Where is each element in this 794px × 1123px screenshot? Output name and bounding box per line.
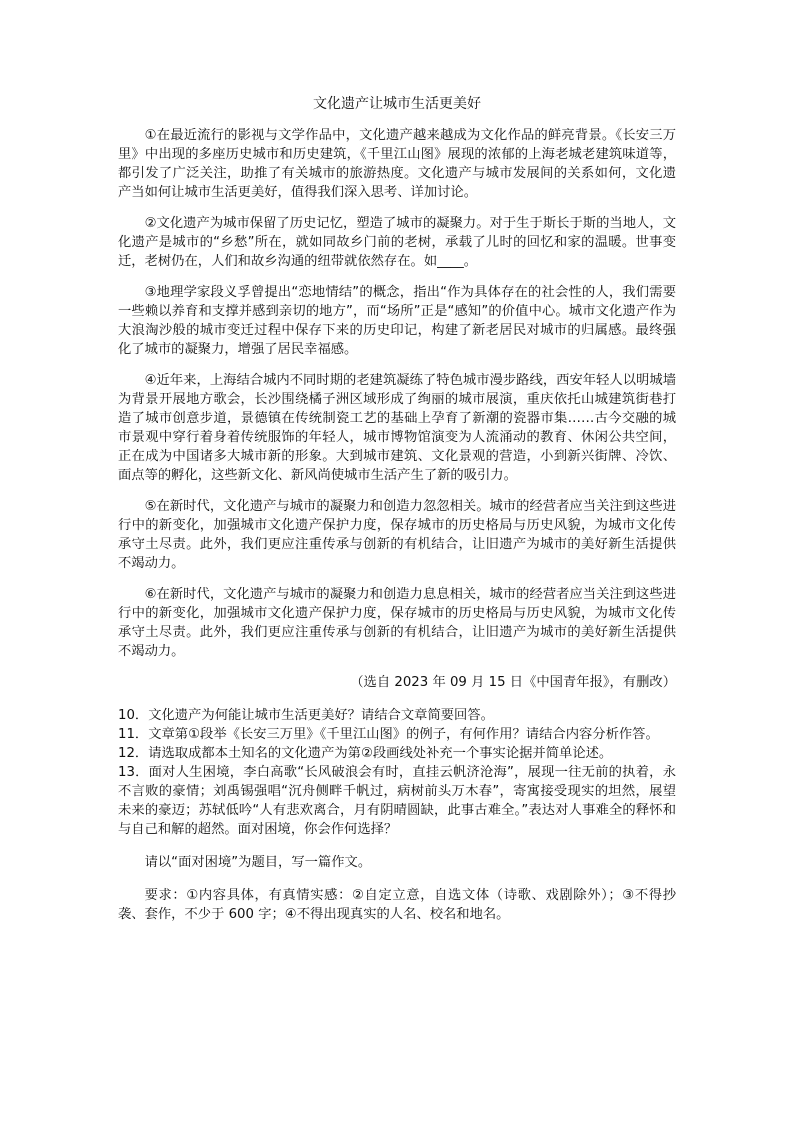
paragraph-4: ④近年来，上海结合城内不同时期的老建筑凝练了特色城市漫步路线，西安年轻人以明城墙为背景开展地方歌会，长沙围绕橘子洲区域形成了绚丽的城市展演，重庆依托山城建筑街巷打造了城市创意步道，景德镇在传统制瓷工艺的基础上孕育了新潮的瓷器市集……古今交融的城市景观中穿行着身着传统服饰的年轻人，城市博物馆演变为人流涌动的教育、休闲公共空间，正在成为中国诸多大城市新的形象。大到城市建筑、文化景观的营造，小到新兴街牌、冷饮、面点等的孵化，这些新文化、新风尚使城市生活产生了新的吸引力。	[118, 373, 676, 483]
paragraph-1: ①在最近流行的影视与文学作品中，文化遗产越来越成为文化作品的鲜亮背景。《长安三万里》中出现的多座历史城市和历史建筑，《千里江山图》展现的浓郁的上海老城老建筑味道等，都引发了广泛关注，助推了有关城市的旅游热度。文化遗产与城市发展间的关系如何，文化遗产当如何让城市生活更美好，值得我们深入思考、详加讨论。	[118, 128, 676, 200]
document-page	[118, 94, 676, 924]
paragraph-3: ③地理学家段义孚曾提出“恋地情结”的概念，指出“作为具体存在的社会性的人，我们需要一些赖以养育和支撑并感到亲切的地方”，而“场所”正是“感知”的价值中心。城市文化遗产作为大浪淘沙般的城市变迁过程中保存下来的历史印记，构建了新老居民对城市的归属感。最终强化了城市的凝聚力，增强了居民幸福感。	[118, 285, 676, 357]
question-10: 10．文化遗产为何能让城市生活更美好？请结合文章简要回答。	[118, 708, 494, 723]
source-citation: （选自 2023 年 09 月 15 日《中国青年报》，有删改）	[350, 675, 676, 690]
question-12: 12．请选取成都本土知名的文化遗产为第②段画线处补充一个事实论据并简单论述。	[118, 746, 613, 761]
paragraph-2: ②文化遗产为城市保留了历史记忆，塑造了城市的凝聚力。对于生于斯长于斯的当地人，文化遗产是城市的“乡愁”所在，就如同故乡门前的老树，承载了儿时的回忆和家的温暖。世事变迁，老树仍在，人们和故乡沟通的纽带就依然存在。如____。	[118, 216, 676, 269]
question-11: 11．文章第①段举《长安三万里》《千里江山图》的例子，有何作用？请结合内容分析作答。	[118, 727, 659, 742]
article-title: 文化遗产让城市生活更美好	[313, 96, 481, 112]
paragraph-5: ⑤在新时代，文化遗产与城市的凝聚力和创造力忽忽相关。城市的经营者应当关注到这些进行中的新变化，加强城市文化遗产保护力度，保存城市的历史格局与历史风貌，为城市文化传承守土尽责。此外，我们更应注重传承与创新的有机结合，让旧遗产为城市的美好新生活提供不竭动力。	[118, 499, 676, 571]
essay-requirements: 要求：①内容具体，有真情实感：②自定立意，自选文体（诗歌、戏剧除外）；③不得抄袭、套作，不少于 600 字；④不得出现真实的人名、校名和地名。	[118, 888, 676, 922]
paragraph-6: ⑥在新时代，文化遗产与城市的凝聚力和创造力息息相关，城市的经营者应当关注到这些进行中的新变化，加强城市文化遗产保护力度，保存城市的历史格局与历史风貌，为城市文化传承守土尽责。此外，我们更应注重传承与创新的有机结合，让旧遗产为城市的美好新生活提供不竭动力。	[118, 587, 676, 659]
essay-prompt: 请以“面对困境”为题目，写一篇作文。	[144, 855, 372, 870]
question-13: 13．面对人生困境，李白高歌“长风破浪会有时，直挂云帆济沧海”，展现一往无前的执着，永不言败的豪情；刘禹锡强唱“沉舟侧畔千帆过，病树前头万木春”，寄寓接受现实的坦然，展望未来的豪迈；苏轼低吟“人有悲欢离合，月有阴晴圆缺，此事古难全。”表达对人事难全的释怀和与自己和解的超然。面对困境，你会作何选择？	[118, 765, 676, 837]
